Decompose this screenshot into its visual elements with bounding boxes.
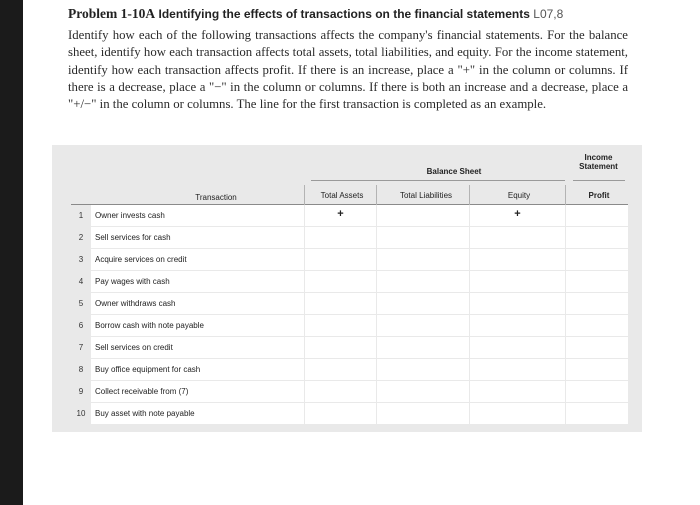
- transaction-cell: [91, 271, 304, 292]
- transaction-cell: [91, 337, 304, 358]
- liabilities-answer-cell[interactable]: [377, 403, 469, 424]
- total-liabilities-column-header: Total Liabilities: [399, 191, 453, 200]
- table-row: [71, 293, 628, 315]
- row-number: 6: [78, 321, 84, 330]
- table-row: [71, 227, 628, 249]
- total-assets-column-header: Total Assets: [320, 191, 364, 200]
- income-statement-group-header: Income Statement: [579, 153, 618, 171]
- header-divider: [469, 185, 470, 205]
- row-number: 9: [78, 387, 84, 396]
- profit-answer-cell[interactable]: [566, 293, 628, 314]
- assets-answer-cell[interactable]: [305, 249, 376, 270]
- income-statement-underline: [573, 180, 625, 181]
- profit-column-header: Profit: [588, 191, 610, 200]
- transaction-cell: [91, 249, 304, 270]
- transaction-label: Sell services for cash: [95, 233, 171, 242]
- profit-answer-cell[interactable]: [566, 227, 628, 248]
- transaction-label: Borrow cash with note payable: [95, 321, 204, 330]
- table-row: [71, 337, 628, 359]
- header-divider: [376, 185, 377, 205]
- balance-sheet-underline: [311, 180, 565, 181]
- row-number: 3: [78, 255, 84, 264]
- equity-column-header: Equity: [507, 191, 531, 200]
- problem-title: [68, 6, 563, 22]
- transaction-table: [52, 145, 642, 432]
- liabilities-answer-cell[interactable]: [377, 381, 469, 402]
- table-panel: [71, 145, 628, 432]
- profit-answer-cell[interactable]: [566, 337, 628, 358]
- transaction-label: Sell services on credit: [95, 343, 173, 352]
- profit-answer-cell[interactable]: [566, 271, 628, 292]
- profit-answer-cell[interactable]: [566, 315, 628, 336]
- assets-answer-cell[interactable]: [305, 337, 376, 358]
- row-number: 1: [78, 211, 84, 220]
- table-row: [71, 315, 628, 337]
- profit-answer-cell[interactable]: [566, 249, 628, 270]
- transaction-cell: [91, 227, 304, 248]
- row-number: 5: [78, 299, 84, 308]
- assets-answer-cell[interactable]: [305, 403, 376, 424]
- transaction-cell: [91, 293, 304, 314]
- assets-answer-cell[interactable]: [305, 315, 376, 336]
- transaction-label: Owner withdraws cash: [95, 299, 176, 308]
- equity-answer-cell[interactable]: [470, 403, 565, 424]
- equity-answer-cell[interactable]: [470, 315, 565, 336]
- liabilities-answer-cell[interactable]: [377, 315, 469, 336]
- assets-answer-cell[interactable]: [305, 227, 376, 248]
- learning-objectives: L07,8: [533, 7, 564, 21]
- transaction-label: Buy office equipment for cash: [95, 365, 201, 374]
- row-number: 2: [78, 233, 84, 242]
- problem-number: Problem 1-10A: [68, 6, 156, 21]
- profit-answer-cell[interactable]: [566, 381, 628, 402]
- assets-answer-cell[interactable]: [305, 205, 376, 226]
- transaction-cell: [91, 403, 304, 424]
- balance-sheet-group-header: Balance Sheet: [426, 167, 482, 176]
- equity-answer-cell[interactable]: [470, 249, 565, 270]
- assets-answer-cell[interactable]: [305, 359, 376, 380]
- header-divider: [304, 185, 305, 205]
- table-row: [71, 359, 628, 381]
- row-number: 10: [76, 409, 86, 418]
- problem-instructions: Identify how each of the following transactions affects the company's financial statements. For the balance sheet, identify how each transaction affects total assets, total liabilities, and equity. For the income statement, identify how each transaction affects profit. If there is an increase, place a "+" in the column or columns. If there is a decrease, place a "−" in the column or columns. If there is both an increase and a decrease, place a "+/−" in the column or columns. The line for the first transaction is completed as an example.: [68, 28, 628, 112]
- left-border-bar: [0, 0, 23, 505]
- equity-answer-cell[interactable]: [470, 359, 565, 380]
- assets-answer-cell[interactable]: [305, 271, 376, 292]
- header-divider: [565, 185, 566, 205]
- table-row: [71, 205, 628, 227]
- transaction-label: Buy asset with note payable: [95, 409, 195, 418]
- equity-answer-cell[interactable]: [470, 337, 565, 358]
- transaction-label: Acquire services on credit: [95, 255, 187, 264]
- liabilities-answer-cell[interactable]: [377, 205, 469, 226]
- liabilities-answer-cell[interactable]: [377, 337, 469, 358]
- equity-answer-cell[interactable]: [470, 271, 565, 292]
- transaction-cell: [91, 205, 304, 226]
- transaction-cell: [91, 315, 304, 336]
- equity-effect-sign: +: [514, 208, 521, 220]
- transaction-label: Owner invests cash: [95, 211, 165, 220]
- problem-heading: Identifying the effects of transactions on the financial statements: [158, 7, 530, 21]
- liabilities-answer-cell[interactable]: [377, 293, 469, 314]
- profit-answer-cell[interactable]: [566, 205, 628, 226]
- equity-answer-cell[interactable]: [470, 381, 565, 402]
- liabilities-answer-cell[interactable]: [377, 227, 469, 248]
- transaction-label: Pay wages with cash: [95, 277, 170, 286]
- transaction-cell: [91, 381, 304, 402]
- liabilities-answer-cell[interactable]: [377, 249, 469, 270]
- transaction-column-header: Transaction: [195, 193, 237, 202]
- row-number: 4: [78, 277, 84, 286]
- row-number: 8: [78, 365, 84, 374]
- profit-answer-cell[interactable]: [566, 403, 628, 424]
- row-number: 7: [78, 343, 84, 352]
- assets-effect-sign: +: [337, 208, 344, 220]
- table-row: [71, 381, 628, 403]
- profit-answer-cell[interactable]: [566, 359, 628, 380]
- assets-answer-cell[interactable]: [305, 381, 376, 402]
- transaction-label: Collect receivable from (7): [95, 387, 189, 396]
- table-row: [71, 249, 628, 271]
- assets-answer-cell[interactable]: [305, 293, 376, 314]
- table-row: [71, 271, 628, 293]
- equity-answer-cell[interactable]: [470, 293, 565, 314]
- table-row: [71, 403, 628, 425]
- equity-answer-cell[interactable]: [470, 205, 565, 226]
- textbook-page: [52, 0, 642, 505]
- liabilities-answer-cell[interactable]: [377, 359, 469, 380]
- transaction-cell: [91, 359, 304, 380]
- liabilities-answer-cell[interactable]: [377, 271, 469, 292]
- equity-answer-cell[interactable]: [470, 227, 565, 248]
